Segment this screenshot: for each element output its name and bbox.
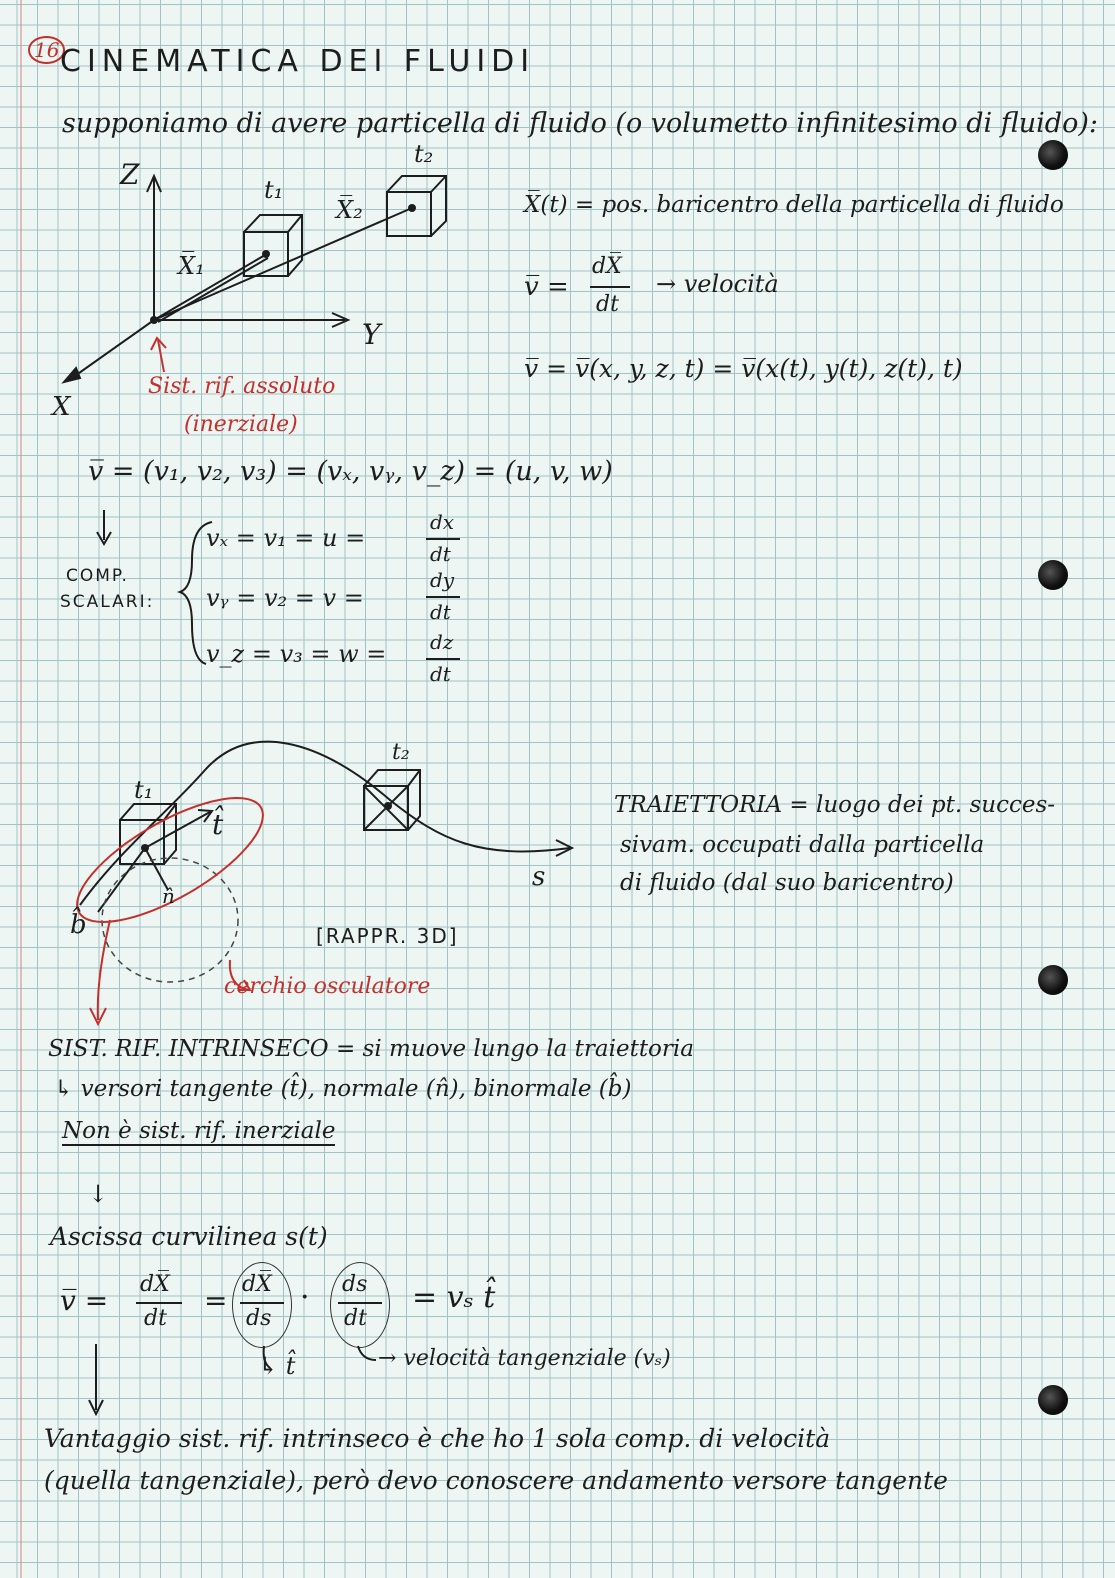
trajectory-def-3: di fluido (dal suo baricentro)	[620, 870, 954, 896]
component-row-2: vᵧ = v₂ = v =	[206, 584, 364, 612]
eq-lhs: v̅ =	[60, 1284, 109, 1317]
tangential-speed-label: → velocità tangenziale (vₛ)	[378, 1346, 671, 1371]
tangent-versor-label: t̂	[212, 808, 224, 841]
page-number: 16	[28, 36, 65, 64]
trajectory-def-1: TRAIETTORIA = luogo dei pt. succes-	[614, 792, 1056, 818]
down-arrow-1: ↓	[88, 1180, 109, 1208]
eq-rhs: = vₛ t̂	[412, 1280, 496, 1315]
t-hat-under: ↳ t̂	[258, 1352, 296, 1380]
component-row-1: vₓ = v₁ = u =	[206, 524, 366, 552]
absolute-frame-label: Sist. rif. assoluto	[148, 374, 336, 399]
eq-f3-num: ds	[342, 1272, 368, 1297]
inertial-label: (inerziale)	[184, 412, 298, 437]
t2-label: t₂	[414, 140, 434, 168]
velocity-field: v̅ = v̅(x, y, z, t) = v̅(x(t), y(t), z(t), t)	[524, 354, 963, 383]
fig2-t2-label: t₂	[392, 740, 410, 765]
trajectory-def-2: sivam. occupati dalla particella	[620, 832, 985, 858]
not-inertial-line: Non è sist. rif. inerziale	[62, 1118, 336, 1144]
versors-line: ↳ versori tangente (t̂), normale (n̂), binormale (b̂)	[54, 1076, 632, 1102]
eq-f1-den: dt	[144, 1306, 167, 1331]
row3-num: dz	[430, 630, 454, 654]
rapp-3d-label: [RAPPR. 3D]	[316, 924, 459, 948]
axis-y-label: Y	[362, 318, 381, 351]
advantage-line-2: (quella tangenziale), però devo conoscere andamento versore tangente	[44, 1466, 948, 1495]
eq-f1-num: dX̅	[140, 1272, 170, 1297]
eq-f2-den: ds	[246, 1306, 272, 1331]
eq-f3-den: dt	[344, 1306, 367, 1331]
row1-den: dt	[430, 542, 451, 566]
advantage-line-1: Vantaggio sist. rif. intrinseco è che ho 1 sola comp. di velocità	[44, 1424, 831, 1453]
row1-num: dx	[430, 510, 455, 534]
x1-label: X̅₁	[178, 252, 205, 280]
axis-x-label: X	[52, 392, 71, 422]
eq-dot: ·	[300, 1280, 310, 1315]
binormal-versor-label: b̂	[70, 910, 87, 940]
axis-z-label: Z	[120, 158, 140, 191]
position-definition: X̅(t) = pos. baricentro della particella di fluido	[524, 192, 1064, 218]
osculating-circle-label: cerchio osculatore	[224, 974, 431, 999]
intro-text: supponiamo di avere particella di fluido (o volumetto infinitesimo di fluido):	[62, 108, 1098, 139]
row2-num: dy	[430, 568, 455, 592]
eq-f2-num: dX̅	[242, 1272, 272, 1297]
scalar-components-label-1: COMP.	[66, 566, 129, 586]
page-title: CINEMATICA DEI FLUIDI	[60, 44, 536, 79]
x2-label: X̅₂	[336, 196, 363, 224]
normal-versor-label: n̂	[162, 884, 175, 908]
fig2-t1-label: t₁	[134, 776, 154, 804]
s-axis-label: s	[532, 862, 546, 892]
eq-equals: =	[204, 1284, 228, 1317]
velocity-numerator: dX̅	[592, 254, 622, 279]
velocity-lhs: v̅ =	[524, 272, 569, 302]
intrinsic-frame-line: SIST. RIF. INTRINSECO = si muove lungo la traiettoria	[48, 1036, 694, 1062]
velocity-components: v̅ = (v₁, v₂, v₃) = (vₓ, vᵧ, v_z) = (u, v, w)	[88, 456, 613, 487]
component-row-3: v_z = v₃ = w =	[206, 640, 387, 668]
t1-label: t₁	[264, 176, 284, 204]
row2-den: dt	[430, 600, 451, 624]
curvilinear-abscissa: Ascissa curvilinea s(t)	[50, 1222, 328, 1251]
velocity-arrow-label: → velocità	[656, 270, 779, 298]
velocity-denominator: dt	[596, 292, 619, 317]
row3-den: dt	[430, 662, 451, 686]
scalar-components-label-2: SCALARI:	[60, 592, 155, 612]
